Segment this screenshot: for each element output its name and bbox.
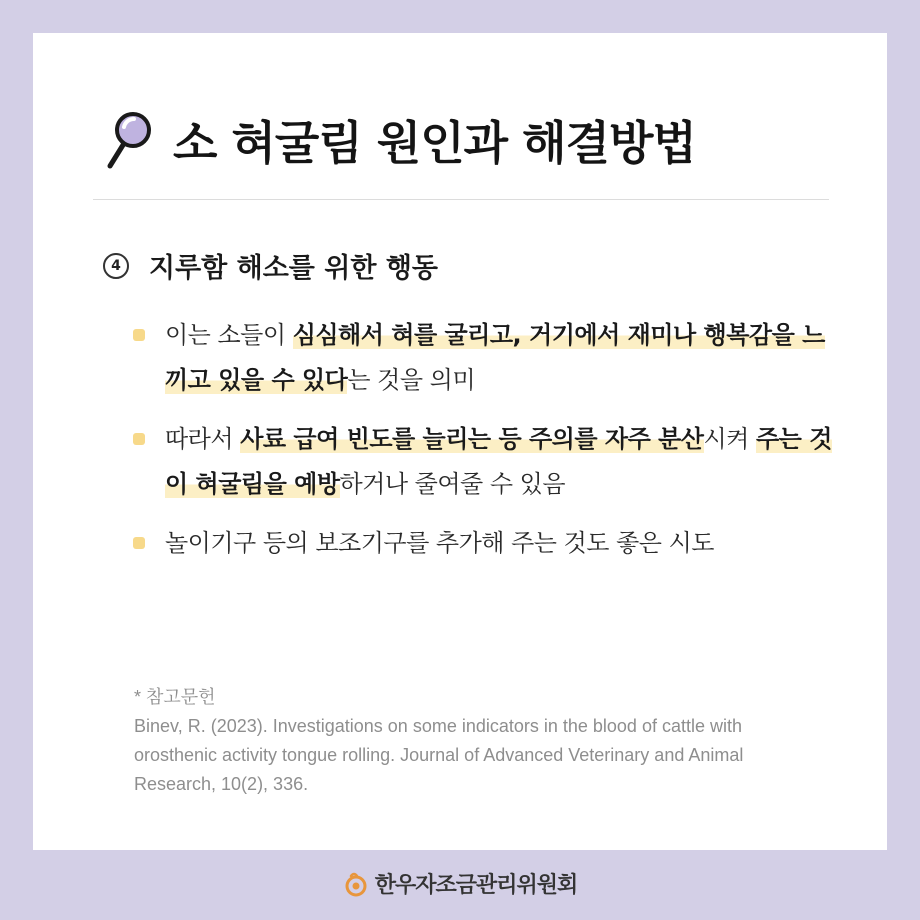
list-item [133,313,833,403]
highlighted-text: 주는 것이 혀굴림을 예방 [165,425,832,498]
bullet-text: 하거나 줄여줄 수 있음 [339,470,566,498]
content-card [33,33,887,850]
org-logo-icon [343,871,369,897]
divider [93,199,829,200]
list-item [133,521,833,566]
highlighted-text: 심심해서 혀를 굴리고, 거기에서 재미나 행복감을 느끼고 있을 수 있다 [165,321,825,394]
section-title: 지루함 해소를 위한 행동 [149,253,439,284]
highlighted-text: 사료 급여 빈도를 늘리는 등 주의를 자주 분산 [240,425,704,453]
bullet-list [133,313,833,580]
bullet-marker [133,433,145,445]
references-citation: Binev, R. (2023). Investigations on some indicators in the blood of cattle with orosthenic activity tongue rolling. Journal of Advanced Veterinary and Animal Research, 10(2), 336. [134,716,744,794]
magnifier-icon [105,110,155,170]
page-title: 소 혀굴림 원인과 해결방법 [173,116,696,170]
org-name: 한우자조금관리위원회 [374,873,578,898]
bullet-marker [133,537,145,549]
bullet-text: 따라서 [165,425,241,453]
section-header [103,246,438,285]
footer [0,868,920,899]
references-heading: * 참고문헌 [134,687,216,707]
title-row [105,107,696,173]
bullet-text: 놀이기구 등의 보조기구를 추가해 주는 것도 좋은 시도 [165,529,714,557]
bullet-text: 시켜 [703,425,756,453]
list-item [133,417,833,507]
bullet-marker [133,329,145,341]
bullet-text: 이는 소들이 [165,321,293,349]
bullet-text: 는 것을 의미 [347,366,476,394]
references [134,683,794,799]
section-number-badge: 4 [103,253,129,279]
